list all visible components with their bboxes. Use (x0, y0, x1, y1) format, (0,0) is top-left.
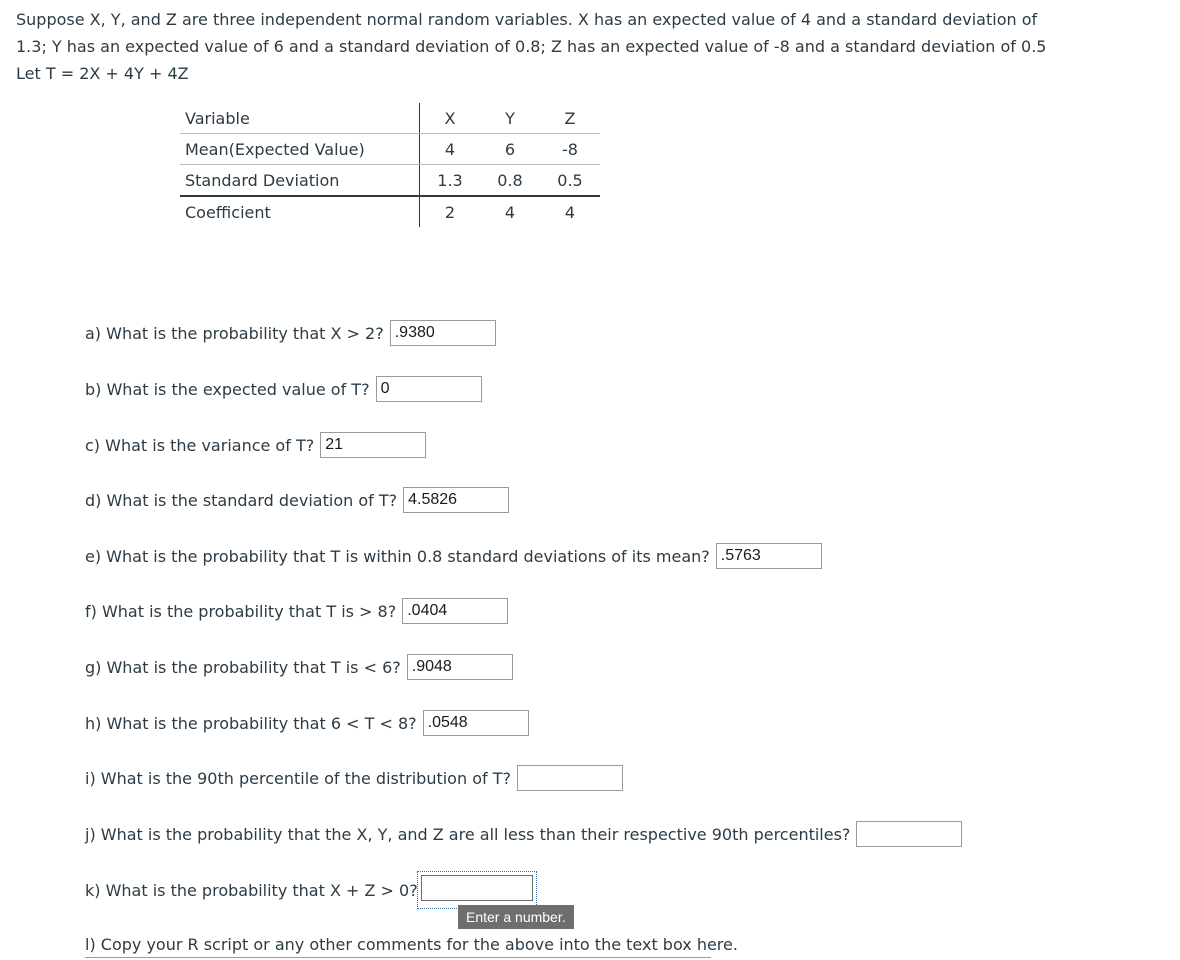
answer-k-input[interactable] (421, 875, 533, 901)
answer-a-input[interactable]: .9380 (390, 320, 496, 346)
question-h (85, 708, 529, 738)
coef-z: 4 (564, 202, 576, 222)
question-c (85, 430, 426, 460)
intro-line-2: 1.3; Y has an expected value of 6 and a standard deviation of 0.8; Z has an expected value of -8 and a standard deviation of 0.5 (16, 37, 1047, 56)
answer-j-input[interactable] (856, 821, 962, 847)
answer-g-input[interactable]: .9048 (407, 654, 513, 680)
answer-e-input[interactable]: .5763 (716, 543, 822, 569)
question-d (85, 485, 509, 515)
answer-f-input[interactable]: .0404 (402, 598, 508, 624)
answer-d-input[interactable]: 4.5826 (403, 487, 509, 513)
mean-z: -8 (540, 134, 600, 165)
question-c-text: c) What is the variance of T? (85, 435, 315, 455)
header-z: Z (540, 103, 600, 134)
row-label-mean: Mean(Expected Value) (180, 134, 420, 165)
question-l (85, 929, 744, 959)
question-d-text: d) What is the standard deviation of T? (85, 490, 398, 510)
answer-b-input[interactable]: 0 (376, 376, 482, 402)
question-e-text: e) What is the probability that T is within 0.8 standard deviations of its mean? (85, 546, 710, 566)
answer-c-input[interactable]: 21 (320, 432, 426, 458)
question-b-text: b) What is the expected value of T? (85, 379, 370, 399)
question-i (85, 763, 623, 793)
answer-k-focus-ring (419, 873, 535, 907)
question-g-text: g) What is the probability that T is < 6? (85, 657, 401, 677)
question-g (85, 652, 513, 682)
question-b (85, 374, 482, 404)
table-row (180, 103, 600, 134)
row-label-sd: Standard Deviation (180, 165, 420, 197)
question-i-text: i) What is the 90th percentile of the distribution of T? (85, 768, 511, 788)
question-l-text: l) Copy your R script or any other comments for the above into the text box here. (85, 934, 738, 954)
variables-table (180, 103, 600, 227)
answer-i-input[interactable] (517, 765, 623, 791)
table-row (180, 134, 600, 165)
question-h-text: h) What is the probability that 6 < T < 8? (85, 713, 417, 733)
question-e (85, 541, 822, 571)
mean-x: 4 (420, 134, 481, 165)
question-a-text: a) What is the probability that X > 2? (85, 323, 384, 343)
header-x: X (420, 103, 481, 134)
row-label-variable: Variable (180, 103, 420, 134)
coef-x: 2 (420, 196, 481, 227)
sd-x: 1.3 (420, 165, 481, 197)
intro-line-1: Suppose X, Y, and Z are three independent normal random variables. X has an expected value of 4 and a standard deviation of (16, 10, 1038, 29)
table-row (180, 165, 600, 197)
question-k (85, 875, 535, 905)
answer-h-input[interactable]: .0548 (423, 710, 529, 736)
question-j-text: j) What is the probability that the X, Y, and Z are all less than their respective 90th percentiles? (85, 824, 851, 844)
question-f-text: f) What is the probability that T is > 8? (85, 601, 397, 621)
row-label-coefficient: Coefficient (185, 202, 271, 222)
intro-line-3: Let T = 2X + 4Y + 4Z (16, 64, 189, 83)
sd-z: 0.5 (540, 165, 600, 197)
header-y: Y (480, 103, 540, 134)
mean-y: 6 (480, 134, 540, 165)
input-tooltip: Enter a number. (458, 905, 574, 929)
problem-statement (16, 6, 1166, 87)
question-k-text: k) What is the probability that X + Z > 0? (85, 880, 418, 900)
sd-y: 0.8 (480, 165, 540, 197)
question-a (85, 318, 496, 348)
question-f (85, 596, 508, 626)
question-j (85, 819, 962, 849)
table-row (180, 196, 600, 227)
coef-y: 4 (504, 202, 516, 222)
